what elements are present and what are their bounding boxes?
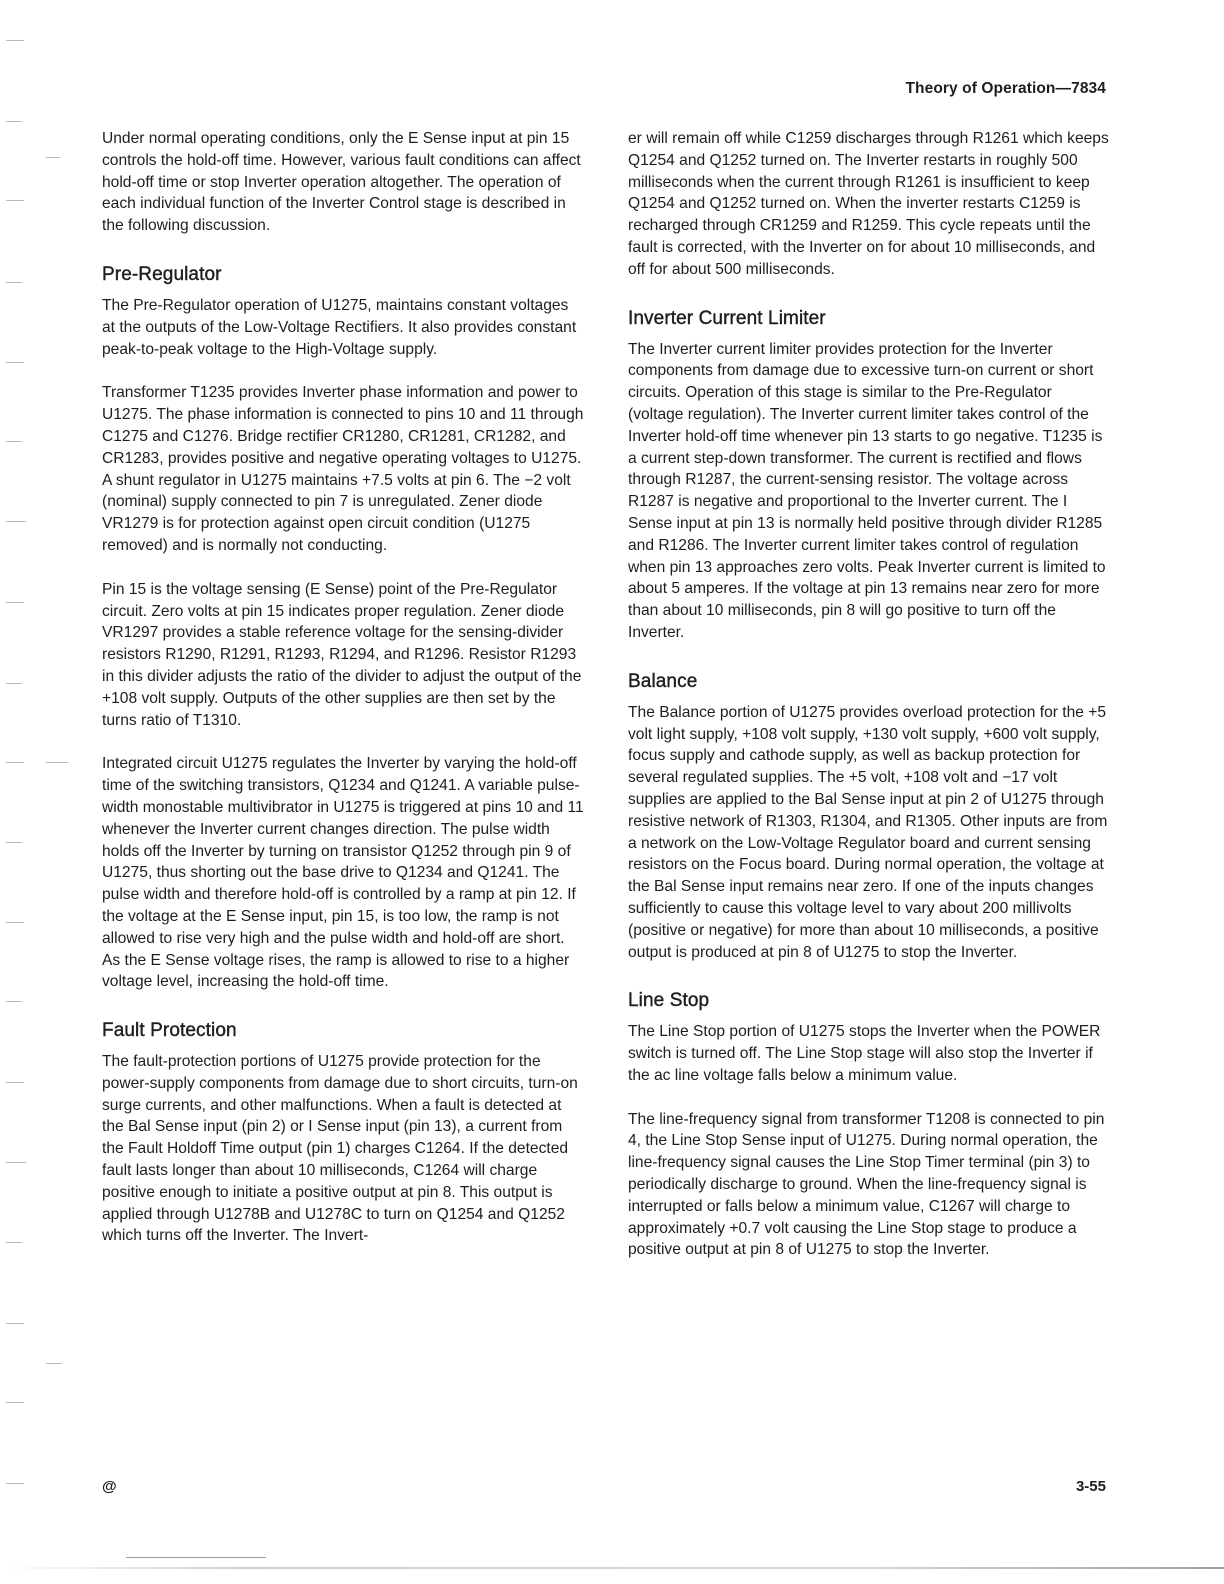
paragraph: Pin 15 is the voltage sensing (E Sense) point of the Pre-Regulator circuit. Zero volts at pin 15 indicates proper regulation. Zener diode VR1297 provides a stable reference voltage for the sensing-divider resistors R1290, R1291, R1293, R1294, and R1296. Resistor R1293 in this divider adjusts the ratio of the divider to adjust the output of the +108 volt supply. Outputs of the other supplies are then set by the turns ratio of T1310.	[102, 580, 582, 729]
paragraph: The Line Stop portion of U1275 stops the Inverter when the POWER switch is turned off. The Line Stop stage will also stop the Inverter if the ac line voltage falls below a minimum value.	[628, 1023, 1101, 1084]
left-column	[102, 128, 584, 1247]
paragraph: The Balance portion of U1275 provides overload protection for the +5 volt light supply, +108 volt supply, +130 volt supply, +600 volt supply, focus supply and cathode supply, as well as backup protection for several regulated supplies. The +5 volt, +108 volt and −17 volt supplies are applied to the Bal Sense input at pin 2 of U1275 through resistive network of R1303, R1304, and R1305. Other inputs are from a network on the Low-Voltage Regulator board and current sensing resistors on the Focus board. During normal operation, the voltage at the Bal Sense input remains near zero. If one of the inputs changes sufficiently to cause this voltage level to vary about 200 millivolts (positive or negative) for more than about 10 milliseconds, a positive output is produced at pin 8 of U1275 to stop the Inverter.	[628, 703, 1108, 961]
paragraph: The Inverter current limiter provides protection for the Inverter components from damage due to excessive turn-on current or short circuits. Operation of this stage is similar to the Pre-Regulator (voltage regulation). The Inverter current limiter takes control of the Inverter hold-off time whenever pin 13 starts to go negative. T1235 is a current step-down transformer. The current is rectified and flows through R1287, the current-sensing resistor. The voltage across R1287 is negative and proportional to the Inverter current. The I Sense input at pin 13 is normally held positive through divider R1285 and R1286. The Inverter current limiter takes control of regulation when pin 13 approaches zero volts. Peak Inverter current is limited to about 5 amperes. If the voltage at pin 13 remains near zero for more than about 10 milliseconds, pin 8 will go positive to turn off the Inverter.	[628, 340, 1106, 641]
section-heading-balance: Balance	[628, 670, 698, 692]
paragraph: The line-frequency signal from transformer T1208 is connected to pin 4, the Line Stop Sense input of U1275. During normal operation, the line-frequency signal causes the Line Stop Timer terminal (pin 3) to periodically discharge to ground. When the line-frequency signal is interrupted or falls below a minimum value, C1267 will charge to approximately +0.7 volt causing the Line Stop stage to produce a positive output at pin 8 of U1275 to stop the Inverter.	[628, 1110, 1105, 1259]
section-heading-line-stop: Line Stop	[628, 990, 710, 1012]
scan-margin-marks	[0, 0, 80, 1584]
section-heading-fault-protection: Fault Protection	[102, 1020, 237, 1042]
section-heading-inverter-current-limiter: Inverter Current Limiter	[628, 307, 826, 329]
paragraph: The Pre-Regulator operation of U1275, maintains constant voltages at the outputs of the Low-Voltage Rectifiers. It also provides constant peak-to-peak voltage to the High-Voltage supply.	[102, 296, 577, 358]
paragraph: Transformer T1235 provides Inverter phase information and power to U1275. The phase information is connected to pins 10 and 11 through C1275 and C1276. Bridge rectifier CR1280, CR1281, CR1282, and CR1283, provides positive and negative operating voltages to U1275. A shunt regulator in U1275 maintains +7.5 volts at pin 6. The −2 volt (nominal) supply connected to pin 7 is unregulated. Zener diode VR1279 is for protection against open circuit condition (U1275 removed) and is normally not conducting.	[102, 384, 584, 554]
running-header: Theory of Operation—7834	[905, 80, 1106, 97]
intro-paragraph: Under normal operating conditions, only the E Sense input at pin 15 controls the hold-off time. However, various fault conditions can affect hold-off time or stop Inverter operation altogether. The operation of each individual function of the Inverter Control stage is described in the following discussion.	[102, 130, 581, 235]
section-heading-pre-regulator: Pre-Regulator	[102, 263, 222, 285]
paragraph: Integrated circuit U1275 regulates the Inverter by varying the hold-off time of the switching transistors, Q1234 and Q1241. A variable pulse-width monostable multivibrator in U1275 is triggered at pins 10 and 11 whenever the Inverter current changes direction. The pulse width holds off the Inverter by turning on transistor Q1252 through pin 9 of U1275, thus shorting out the base drive to Q1234 and Q1241. The pulse width and therefore hold-off is controlled by a ramp at pin 12. If the voltage at the E Sense input, pin 15, is too low, the ramp is not allowed to rise very high and the pulse width and hold-off are short. As the E Sense voltage rises, the ramp is allowed to rise to a higher voltage level, increasing the hold-off time.	[102, 755, 584, 991]
bottom-rule	[126, 1557, 266, 1558]
paragraph: The fault-protection portions of U1275 provide protection for the power-supply components from damage due to short circuits, turn-on surge currents, and other malfunctions. When a fault is detected at the Bal Sense input (pin 2) or I Sense input (pin 13), a current from the Fault Holdoff Time output (pin 1) charges C1264. If the detected fault lasts longer than about 10 milliseconds, C1264 will charge positive enough to initiate a positive output at pin 8. This output is applied through U1278B and U1278C to turn on Q1254 and Q1252 which turns off the Inverter. The Invert-	[102, 1053, 578, 1245]
footer-symbol: @	[102, 1478, 117, 1495]
scan-bottom-edge	[0, 1567, 1224, 1569]
page-number: 3-55	[1075, 1478, 1106, 1495]
continued-paragraph: er will remain off while C1259 discharges through R1261 which keeps Q1254 and Q1252 turned on. The Inverter restarts in roughly 500 milliseconds when the current through R1261 is insufficient to keep Q1254 and Q1252 turned on. When the inverter restarts C1259 is recharged through CR1259 and R1259. This cycle repeats until the fault is corrected, with the Inverter on for about 10 milliseconds, and off for about 500 milliseconds.	[628, 130, 1109, 278]
right-column	[628, 128, 1110, 1261]
